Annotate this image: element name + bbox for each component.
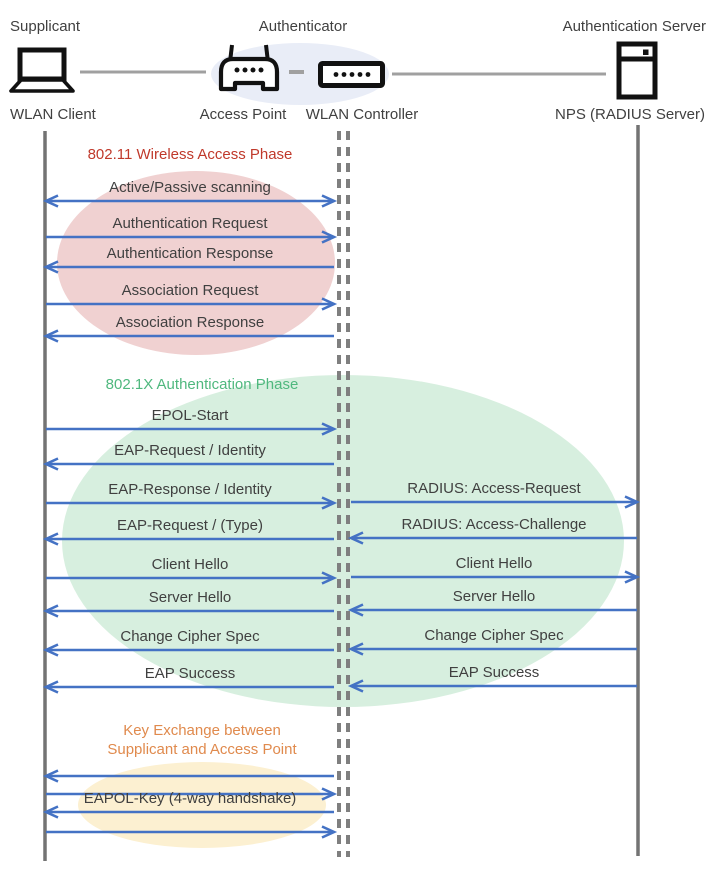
label-wlan-controller: WLAN Controller — [305, 106, 419, 123]
wireless-access-point-icon — [217, 42, 281, 97]
phase-title-key-exchange-line1: Key Exchange between — [123, 722, 281, 739]
message-label: RADIUS: Access-Request — [407, 480, 581, 497]
wlan-controller-icon — [318, 61, 385, 93]
message-label: EPOL-Start — [151, 407, 229, 424]
role-authentication-server: Authentication Server — [562, 18, 706, 35]
message-label: Association Request — [121, 282, 259, 299]
label-access-point: Access Point — [199, 106, 287, 123]
laptop-icon — [8, 47, 76, 99]
phase-title-8021x: 802.1X Authentication Phase — [105, 376, 299, 393]
message-label: EAPOL-Key (4-way handshake) — [83, 790, 297, 807]
phase-title-key-exchange — [52, 721, 352, 759]
message-label: Authentication Response — [106, 245, 274, 262]
message-label: Active/Passive scanning — [109, 179, 271, 196]
message-label: EAP Success — [448, 664, 540, 681]
label-nps-radius-server: NPS (RADIUS Server) — [554, 106, 706, 123]
phase-title-80211: 802.11 Wireless Access Phase — [87, 146, 293, 163]
message-label: EAP-Request / Identity — [114, 442, 266, 459]
message-label: EAP-Request / (Type) — [117, 517, 263, 534]
message-label: Change Cipher Spec — [120, 628, 260, 645]
message-label: EAP Success — [144, 665, 236, 682]
message-label: RADIUS: Access-Challenge — [401, 516, 587, 533]
role-supplicant: Supplicant — [10, 18, 81, 35]
message-label: Server Hello — [148, 589, 232, 606]
phase-title-key-exchange-line2: Supplicant and Access Point — [107, 741, 297, 758]
role-authenticator: Authenticator — [258, 18, 348, 35]
message-label: Server Hello — [452, 588, 536, 605]
message-label: Client Hello — [151, 556, 229, 573]
label-wlan-client: WLAN Client — [10, 106, 96, 123]
server-icon — [616, 41, 659, 105]
message-label: Association Response — [115, 314, 265, 331]
message-label: EAP-Response / Identity — [108, 481, 272, 498]
message-label: Authentication Request — [112, 215, 268, 232]
message-label: Change Cipher Spec — [424, 627, 564, 644]
message-label: Client Hello — [455, 555, 533, 572]
